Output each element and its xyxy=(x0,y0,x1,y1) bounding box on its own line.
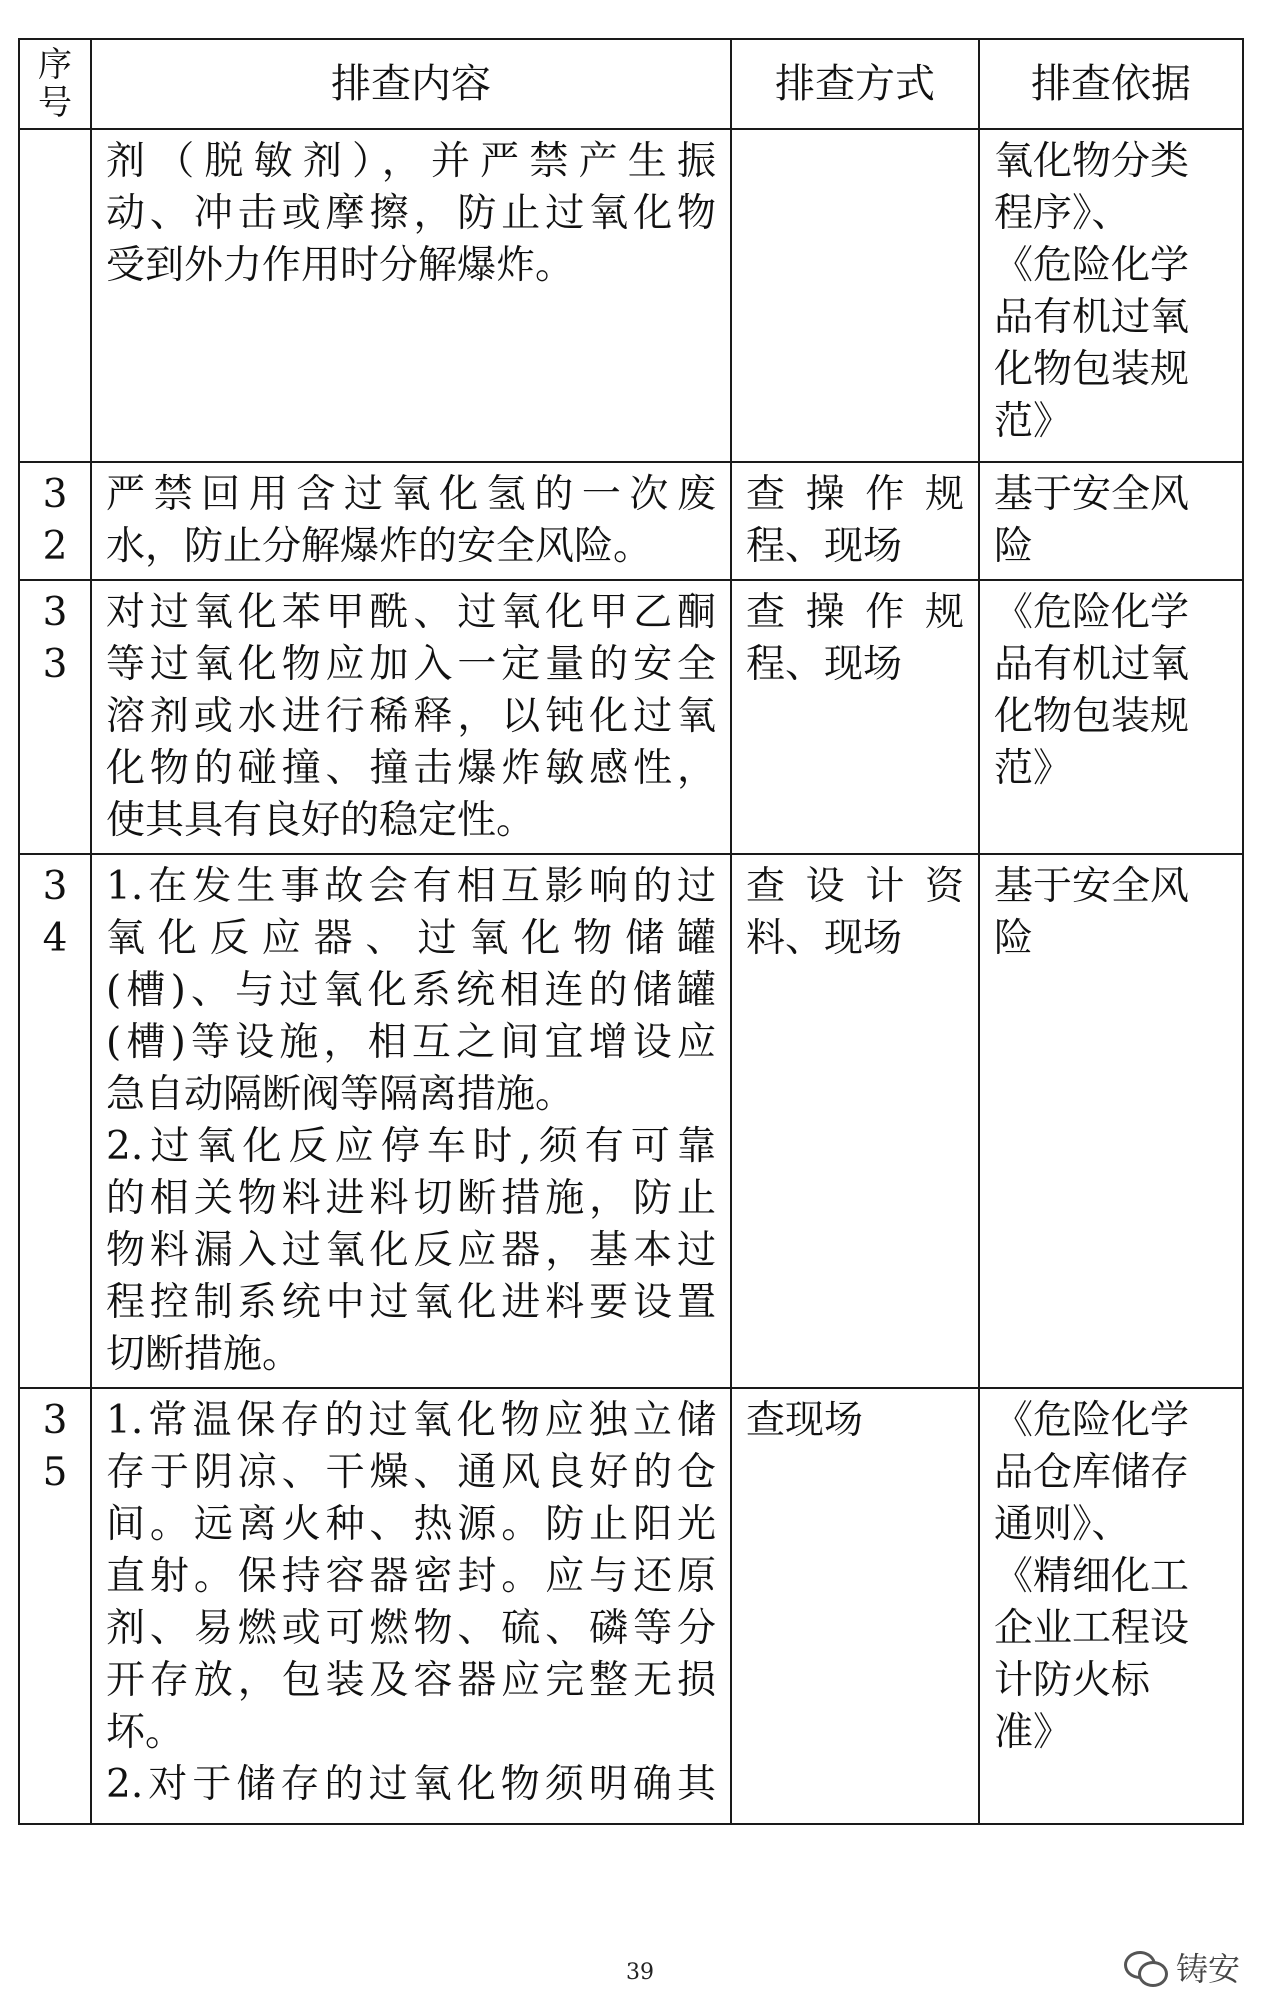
table-row xyxy=(19,854,1243,1388)
table-header-row xyxy=(19,39,1243,129)
content-line: 间。远离火种、热源。防止阳光 xyxy=(106,1502,716,1547)
content-line: 动、冲击或摩擦，防止过氧化物 xyxy=(106,191,716,236)
content-line: 受到外力作用时分解爆炸。 xyxy=(106,243,575,288)
basis-line: 化物包装规 xyxy=(994,347,1190,392)
content-line: 程控制系统中过氧化进料要设置 xyxy=(106,1280,716,1325)
content-line: 切断措施。 xyxy=(106,1332,302,1377)
row-method xyxy=(731,462,979,580)
content-line: (槽)、与过氧化系统相连的储罐 xyxy=(106,968,716,1013)
method-line: 查操作规 xyxy=(746,472,964,517)
content-line: 物料漏入过氧化反应器，基本过 xyxy=(106,1228,716,1273)
basis-line: 险 xyxy=(994,916,1034,961)
inspection-table xyxy=(18,38,1244,1825)
basis-line: 范》 xyxy=(994,399,1073,444)
content-line: 水，防止分解爆炸的安全风险。 xyxy=(106,524,653,569)
content-line: 对过氧化苯甲酰、过氧化甲乙酮 xyxy=(106,590,716,635)
content-line: (槽)等设施，相互之间宜增设应 xyxy=(106,1020,716,1065)
content-line: 剂（脱敏剂），并严禁产生振 xyxy=(106,139,716,184)
page-number: 39 xyxy=(626,1960,654,1985)
content-line: 急自动隔断阀等隔离措施。 xyxy=(106,1072,575,1117)
basis-line: 化物包装规 xyxy=(994,694,1190,739)
row-content xyxy=(91,462,731,580)
basis-line: 准》 xyxy=(994,1710,1073,1755)
row-basis xyxy=(979,580,1243,854)
table-row xyxy=(19,462,1243,580)
content-line: 2.过氧化反应停车时,须有可靠 xyxy=(106,1124,716,1169)
row-number: 35 xyxy=(19,1388,91,1824)
header-number xyxy=(19,39,91,129)
row-basis xyxy=(979,462,1243,580)
content-line: 1.常温保存的过氧化物应独立储 xyxy=(106,1398,716,1443)
basis-line: 《危险化学 xyxy=(994,243,1190,288)
row-basis xyxy=(979,854,1243,1388)
watermark xyxy=(1124,1944,1240,1990)
table-row xyxy=(19,1388,1243,1824)
basis-line: 品有机过氧 xyxy=(994,295,1190,340)
method-line: 查设计资 xyxy=(746,864,964,909)
table-row xyxy=(19,129,1243,462)
header-number-text: 序号 xyxy=(38,45,72,123)
row-content xyxy=(91,129,731,462)
method-line: 料、现场 xyxy=(746,916,903,961)
content-line: 化物的碰撞、撞击爆炸敏感性， xyxy=(106,746,716,791)
row-number xyxy=(19,129,91,462)
content-line: 1.在发生事故会有相互影响的过 xyxy=(106,864,716,909)
row-basis xyxy=(979,1388,1243,1824)
method-line: 查现场 xyxy=(746,1398,864,1443)
row-basis xyxy=(979,129,1243,462)
basis-line: 通则》、 xyxy=(994,1502,1131,1547)
table-row xyxy=(19,580,1243,854)
row-content xyxy=(91,580,731,854)
row-content xyxy=(91,1388,731,1824)
basis-line: 基于安全风 xyxy=(994,864,1190,909)
basis-line: 计防火标 xyxy=(994,1658,1151,1703)
row-content xyxy=(91,854,731,1388)
content-line: 严禁回用含过氧化氢的一次废 xyxy=(106,472,716,517)
row-number: 33 xyxy=(19,580,91,854)
content-line: 坏。 xyxy=(106,1710,185,1755)
header-content: 排查内容 xyxy=(91,39,731,129)
header-basis: 排查依据 xyxy=(979,39,1243,129)
row-method xyxy=(731,580,979,854)
watermark-text: 铸安 xyxy=(1175,1950,1240,1988)
row-method xyxy=(731,854,979,1388)
row-number: 34 xyxy=(19,854,91,1388)
basis-line: 程序》、 xyxy=(994,191,1131,236)
content-line: 使其具有良好的稳定性。 xyxy=(106,798,536,843)
content-line: 存于阴凉、干燥、通风良好的仓 xyxy=(106,1450,716,1495)
basis-line: 范》 xyxy=(994,746,1073,791)
content-line: 溶剂或水进行稀释，以钝化过氧 xyxy=(106,694,716,739)
basis-line: 《危险化学 xyxy=(994,590,1190,635)
wechat-icon xyxy=(1124,1949,1168,1985)
content-line: 剂、易燃或可燃物、硫、磷等分 xyxy=(106,1606,716,1651)
content-line: 2.对于储存的过氧化物须明确其 xyxy=(106,1762,716,1807)
content-line: 的相关物料进料切断措施，防止 xyxy=(106,1176,716,1221)
basis-line: 《精细化工 xyxy=(994,1554,1190,1599)
basis-line: 企业工程设 xyxy=(994,1606,1190,1651)
basis-line: 品有机过氧 xyxy=(994,642,1190,687)
content-line: 等过氧化物应加入一定量的安全 xyxy=(106,642,716,687)
content-line: 开存放，包装及容器应完整无损 xyxy=(106,1658,716,1703)
content-line: 直射。保持容器密封。应与还原 xyxy=(106,1554,716,1599)
basis-line: 《危险化学 xyxy=(994,1398,1190,1443)
method-line: 程、现场 xyxy=(746,642,903,687)
basis-line: 险 xyxy=(994,524,1034,569)
header-method: 排查方式 xyxy=(731,39,979,129)
basis-line: 基于安全风 xyxy=(994,472,1190,517)
row-method xyxy=(731,1388,979,1824)
basis-line: 氧化物分类 xyxy=(994,139,1190,184)
method-line: 程、现场 xyxy=(746,524,903,569)
row-method xyxy=(731,129,979,462)
content-line: 氧化反应器、过氧化物储罐 xyxy=(106,916,716,961)
basis-line: 品仓库储存 xyxy=(994,1450,1190,1495)
row-number: 32 xyxy=(19,462,91,580)
method-line: 查操作规 xyxy=(746,590,964,635)
